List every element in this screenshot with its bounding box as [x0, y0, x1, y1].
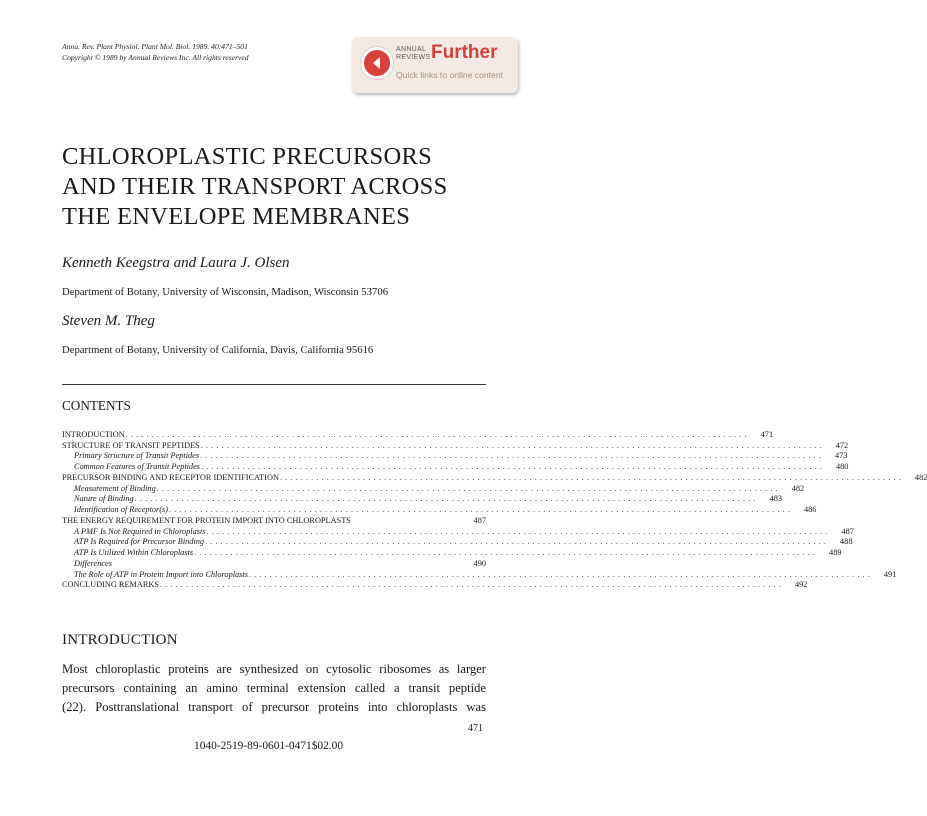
toc-entry-label: CONCLUDING REMARKS: [62, 580, 160, 590]
toc-leader-dots: . . . . . . . . . . . . . . . . . . . . . . . . . . . . . . . . . . . . . . . . . . . . . . . . . . . . . . . . . . . . . . . . . . . . . . . . . . . . . . . . . . . . . . . . . . . . . . . . . . . . . . . . . . . . . . . . . . . . . . . .: [134, 494, 757, 504]
further-label: Further: [431, 42, 498, 63]
toc-entry-page: 487: [841, 526, 854, 536]
toc-entry-label: STRUCTURE OF TRANSIT PEPTIDES: [62, 440, 200, 450]
author-affiliation-2: Department of Botany, University of California, Davis, California 95616: [62, 344, 374, 356]
toc-entry-label: Nature of Binding: [74, 494, 134, 504]
toc-leader-dots: . . . . . . . . . . . . . . . . . . . . . . . . . . . . . . . . . . . . . . . . . . . . . . . . . . . . . . . . . . . . . . . . . . . . . . . . . . . . . . . . . . . . . . . . . . . . . . . . . . . . . . . . . . . . . . . . . . . . . . . .: [125, 429, 748, 439]
introduction-heading: INTRODUCTION: [62, 632, 178, 648]
toc-entry-label: ATP Is Utilized Within Chloroplasts: [74, 548, 194, 557]
toc-entry[interactable]: [62, 461, 849, 472]
further-banner[interactable]: [352, 37, 518, 93]
toc-entry-page: 482: [791, 483, 805, 493]
toc-entry[interactable]: [62, 515, 486, 526]
toc-entry[interactable]: [62, 526, 854, 537]
section-divider: [62, 384, 486, 385]
toc-entry-label: Common Features of Transit Peptides: [74, 462, 200, 471]
toc-entry-label: Primary Structure of Transit Peptides: [74, 451, 200, 461]
toc-leader-dots: . . . . . . . . . . . . . . . . . . . . . . . . . . . . . . . . . . . . . . . . . . . . . . . . . . . . . . . . . . . . . . . . . . . . . . . . . . . . . . . . . . . . . . . . . . . . . . . . . . . . . . . . . . . . . . . . . . . . . . . .: [200, 440, 823, 450]
toc-entry[interactable]: [62, 494, 783, 505]
toc-entry-label: Measurement of Binding: [74, 483, 156, 493]
title-line: AND THEIR TRANSPORT ACROSS: [62, 173, 448, 200]
toc-entry[interactable]: [62, 440, 849, 451]
toc-leader-dots: . . . . . . . . . . . . . . . . . . . . . . . . . . . . . . . . . . . . . . . . . . . . . . . . . . . . . . . . . . . . . . . . . . . . . . . . . . . . . . . . . . . . . . . . . . . . . . . . . . . . . . . . . . . . . . . . . . . . . . . .: [279, 472, 902, 482]
toc-entry-page: 488: [840, 537, 853, 547]
article-title: [62, 142, 448, 232]
toc-leader-dots: . . . . . . . . . . . . . . . . . . . . . . . . . . . . . . . . . . . . . . . . . . . . . . . . . . . . . . . . . . . . . . . . . . . . . . . . . . . . . . . . . . . . . . . . . . . . . . . . . . . . . . . . . . . . . . . . . . . . . . . .: [194, 548, 816, 557]
toc-entry-label: Differences: [74, 558, 112, 568]
toc-entry[interactable]: [62, 569, 897, 580]
toc-entry[interactable]: [62, 472, 927, 483]
toc-entry-page: 490: [473, 558, 486, 568]
title-line: CHLOROPLASTIC PRECURSORS: [62, 143, 433, 170]
toc-entry-page: 480: [835, 462, 849, 471]
toc-leader-dots: . . . . . . . . . . . . . . . . . . . . . . . . . . . . . . . . . . . . . . . . . . . . . . . . . . . . . . . . . . . . . . . . . . . . . . . . . . . . . . . . . . . . . . . . . . . . . . . . . . . . . . . . . . . . . . . . . . . . . . . .: [156, 483, 779, 493]
toc-entry-page: 489: [829, 548, 842, 557]
author-names-1: Kenneth Keegstra and Laura J. Olsen: [62, 255, 290, 271]
toc-entry-label: PRECURSOR BINDING AND RECEPTOR IDENTIFICATION: [62, 472, 279, 482]
toc-entry[interactable]: [62, 537, 853, 548]
toc-leader-dots: . . . . . . . . . . . . . . . . . . . . . . . . . . . . . . . . . . . . . . . . . . . . . . . . . . . . . . . . . . . . . . . . . . . . . . . . . . . . . . . . . . . . . . . . . . . . . . . . . . . . . . . . . . . . . . . . . . . . . . . .: [206, 526, 828, 536]
citation-line-2: Copyright © 1989 by Annual Reviews Inc. All rights reserved: [62, 52, 249, 62]
toc-entry-page: 487: [473, 515, 486, 525]
toc-leader-dots: . . . . . . . . . . . . . . . . . . . . . . . . . . . . . . . . . . . . . . . . . . . . . . . . . . . . . . . . . . . . . . . . . . . . . . . . . . . . . . . . . . . . . . . . . . . . . . . . . . . . . . . . . . . . . . . . . . . . . . . .: [205, 537, 827, 547]
toc-entry[interactable]: [62, 580, 808, 591]
toc-entry[interactable]: [62, 504, 817, 515]
issn-code: 1040-2519-89-0601-0471$02.00: [194, 740, 344, 752]
table-of-contents: [62, 429, 927, 590]
toc-entry-page: 473: [835, 451, 848, 461]
paragraph-line: (22). Posttranslational transport of precursor proteins into chloroplasts was: [62, 700, 486, 714]
toc-entry[interactable]: [62, 451, 848, 462]
toc-leader-dots: . . . . . . . . . . . . . . . . . . . . . . . . . . . . . . . . . . . . . . . . . . . . . . . . . . . . . . . . . . . . . . . . . . . . . . . . . . . . . . . . . . . . . . . . . . . . . . . . . . . . . . . . . . . . . . . . . . . . . . . .: [200, 451, 822, 461]
toc-entry-label: The Role of ATP in Protein Import into Chloroplasts: [74, 569, 248, 579]
journal-citation: [62, 42, 249, 63]
toc-entry-page: 482: [914, 472, 927, 482]
back-arrow-icon: [361, 47, 393, 79]
toc-leader-dots: . . . . . . . . . . . . . . . . . . . . . . . . . . . . . . . . . . . . . . . . . . . . . . . . . . . . . . . . . . . . . . . . . . . . . . . . . . . . . . . . . . . . . . . . . . . . . . . . . . . . . . . . . . . . . . . . . . . . . . . .: [160, 580, 782, 590]
toc-entry-page: 491: [883, 569, 897, 579]
citation-line-1: Annu. Rev. Plant Physiol. Plant Mol. Biol. 1989. 40:471–501: [62, 42, 248, 51]
author-names-2: Steven M. Theg: [62, 313, 155, 329]
toc-leader-dots: . . . . . . . . . . . . . . . . . . . . . . . . . . . . . . . . . . . . . . . . . . . . . . . . . . . . . . . . . . . . . . . . . . . . . . . . . . . . . . . . . . . . . . . . . . . . . . . . . . . . . . . . . . . . . . . . . . . . . . . .: [201, 462, 823, 471]
toc-entry-label: THE ENERGY REQUIREMENT FOR PROTEIN IMPORT INTO CHLOROPLASTS: [62, 515, 351, 525]
toc-entry-label: INTRODUCTION: [62, 429, 125, 439]
toc-entry-page: 471: [760, 429, 774, 439]
toc-entry-page: 483: [769, 494, 783, 504]
page-number: 471: [468, 723, 483, 734]
banner-subtitle: Quick links to online content: [396, 70, 504, 80]
toc-entry[interactable]: [62, 429, 774, 440]
toc-entry-label: Identification of Receptor(s): [74, 505, 169, 514]
toc-entry-page: 486: [803, 505, 817, 514]
annual-reviews-logo: ANNUAL REVIEWS: [396, 46, 431, 61]
toc-entry-page: 472: [835, 440, 849, 450]
paragraph-line: Most chloroplastic proteins are synthesized on cytosolic ribosomes as larger: [62, 662, 486, 676]
toc-entry[interactable]: [62, 558, 486, 569]
title-line: THE ENVELOPE MEMBRANES: [62, 203, 411, 230]
toc-entry-label: ATP Is Required for Precursor Binding: [74, 537, 205, 547]
toc-entry[interactable]: [62, 483, 805, 494]
toc-leader-dots: . . . . . . . . . . . . . . . . . . . . . . . . . . . . . . . . . . . . . . . . . . . . . . . . . . . . . . . . . . . . . . . . . . . . . . . . . . . . . . . . . . . . . . . . . . . . . . . . . . . . . . . . . . . . . . . . . . . . . . . .: [169, 505, 791, 514]
toc-entry[interactable]: [62, 547, 842, 558]
contents-heading: CONTENTS: [62, 398, 131, 413]
introduction-paragraph: [62, 660, 486, 717]
toc-entry-label: A PMF Is Not Required in Chloroplasts: [74, 526, 206, 536]
author-affiliation-1: Department of Botany, University of Wisconsin, Madison, Wisconsin 53706: [62, 286, 389, 298]
paragraph-line: precursors containing an amino terminal extension called a transit peptide: [62, 681, 486, 695]
toc-leader-dots: . . . . . . . . . . . . . . . . . . . . . . . . . . . . . . . . . . . . . . . . . . . . . . . . . . . . . . . . . . . . . . . . . . . . . . . . . . . . . . . . . . . . . . . . . . . . . . . . . . . . . . . . . . . . . . . . . . . . . . . .: [248, 569, 871, 579]
toc-entry-page: 492: [795, 580, 808, 590]
